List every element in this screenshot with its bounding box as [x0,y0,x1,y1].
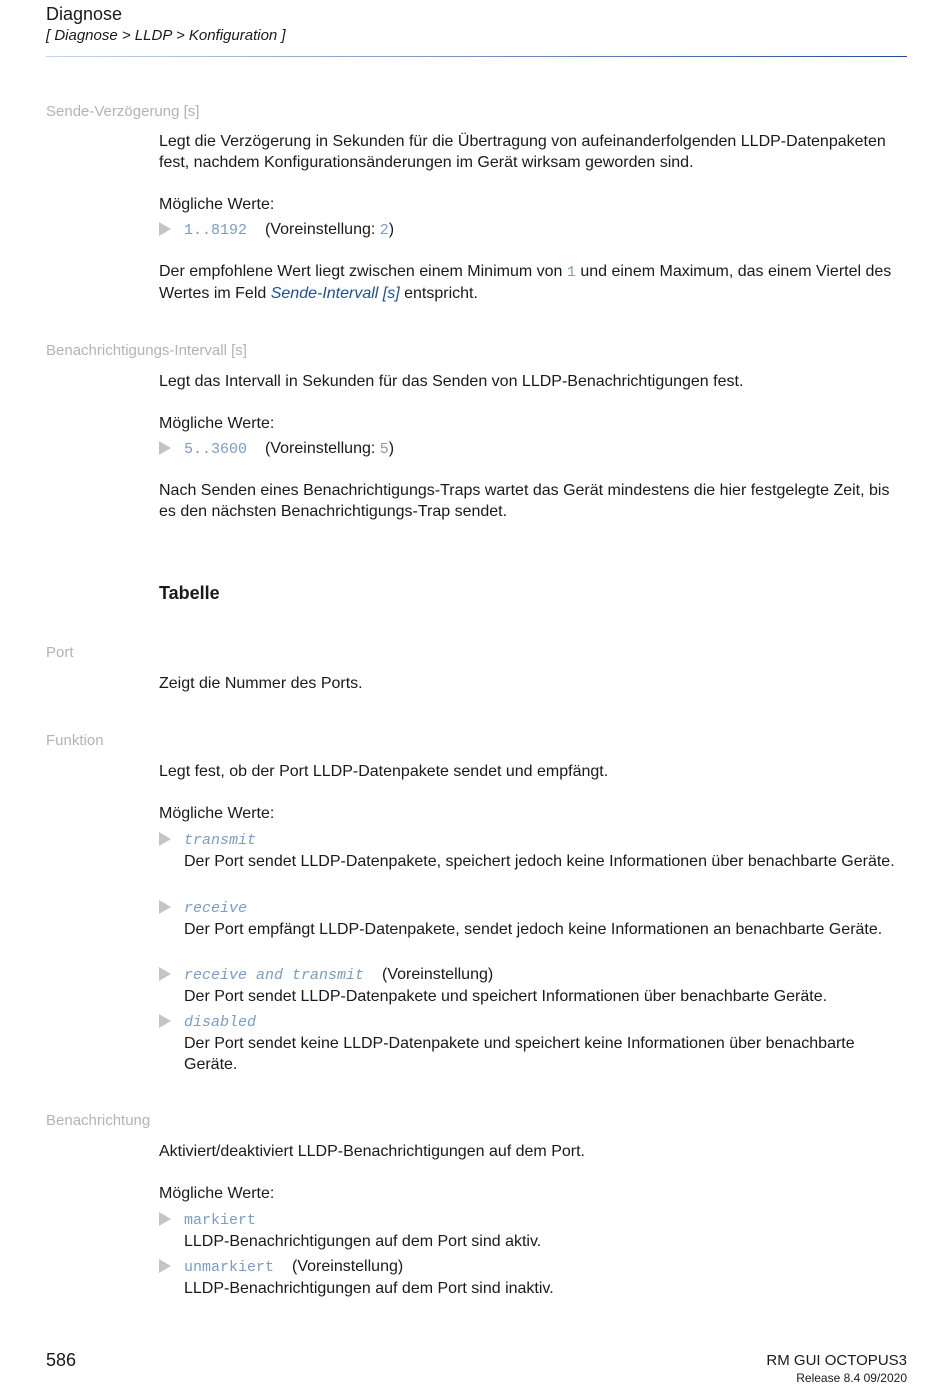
bullet-triangle-icon [159,222,171,236]
values-label: Mögliche Werte: [159,415,275,432]
option-value: disabled [184,1014,257,1031]
param-desc-notification: Aktiviert/deaktiviert LLDP-Benachrichtigungen auf dem Port. [159,1143,585,1160]
values-label: Mögliche Werte: [159,805,275,822]
option-item-markiert [159,1209,909,1252]
option-desc: Der Port sendet keine LLDP-Datenpakete und speichert keine Informationen über benachbarte Geräte. [184,1035,855,1073]
bullet-triangle-icon [159,832,171,846]
option-desc: Der Port empfängt LLDP-Datenpakete, sendet jedoch keine Informationen an benachbarte Geräte. [184,921,883,938]
param-label-port: Port [46,644,74,661]
option-item-unmarkiert [159,1256,909,1299]
param-desc-notif-interval: Legt das Intervall in Sekunden für das Senden von LLDP-Benachrichtigungen fest. [159,373,744,390]
note-min-value: 1 [566,264,576,281]
bullet-triangle-icon [159,1259,171,1273]
param-note-send-delay: Der empfohlene Wert liegt zwischen einem Minimum von 1 und einem Maximum, das einem Viertel des Wertes im Feld Sende-Intervall [s] entspricht. [159,263,892,302]
header-divider [46,56,907,57]
param-note-notif-interval: Nach Senden eines Benachrichtigungs-Traps wartet das Gerät mindestens die hier festgelegte Zeit, bis es den nächsten Benachrichtigungs-Trap sendet. [159,482,890,520]
default-prefix: (Voreinstellung: [265,221,380,238]
section-heading-table: Tabelle [159,583,220,603]
option-value: transmit [184,832,257,849]
document-name: RM GUI OCTOPUS3 [766,1352,907,1369]
default-value: 5 [379,441,389,458]
bullet-triangle-icon [159,1212,171,1226]
breadcrumb: [ Diagnose > LLDP > Konfiguration ] [46,27,286,44]
option-item-transmit [159,829,909,872]
page-title: Diagnose [46,4,123,24]
option-value: unmarkiert [184,1259,275,1276]
option-desc: LLDP-Benachrichtigungen auf dem Port sind aktiv. [184,1233,542,1250]
value-range: 1..8192 [184,222,248,239]
option-item-receive [159,897,909,940]
option-item-disabled [159,1011,909,1075]
param-label-send-delay: Sende-Verzögerung [s] [46,103,200,120]
values-label: Mögliche Werte: [159,1185,275,1202]
bullet-triangle-icon [159,900,171,914]
option-value: receive and transmit [184,967,365,984]
option-value: receive [184,900,248,917]
option-desc: LLDP-Benachrichtigungen auf dem Port sind inaktiv. [184,1280,554,1297]
option-desc: Der Port sendet LLDP-Datenpakete und speichert Informationen über benachbarte Geräte. [184,988,828,1005]
param-label-notif-interval: Benachrichtigungs-Intervall [s] [46,342,247,359]
default-value: 2 [379,222,389,239]
option-desc: Der Port sendet LLDP-Datenpakete, speichert jedoch keine Informationen über benachbarte Geräte. [184,853,895,870]
page-number: 586 [46,1350,77,1370]
param-desc-function: Legt fest, ob der Port LLDP-Datenpakete sendet und empfängt. [159,763,609,780]
bullet-triangle-icon [159,1014,171,1028]
param-label-function: Funktion [46,732,104,749]
param-label-notification: Benachrichtung [46,1112,151,1129]
value-item: 1..8192 (Voreinstellung: 2) [159,219,909,241]
param-desc-send-delay: Legt die Verzögerung in Sekunden für die Übertragung von aufeinanderfolgenden LLDP-Datenpaketen fest, nachdem Konfigurationsänderungen im Gerät wirksam geworden sind. [159,133,886,171]
sende-intervall-link[interactable]: Sende-Intervall [s] [270,285,400,302]
option-default: (Voreinstellung) [382,966,494,983]
option-default: (Voreinstellung) [292,1258,404,1275]
value-range: 5..3600 [184,441,248,458]
bullet-triangle-icon [159,967,171,981]
param-desc-port: Zeigt die Nummer des Ports. [159,675,363,692]
bullet-triangle-icon [159,441,171,455]
option-item-receive-and-transmit [159,964,909,1007]
release-info: Release 8.4 09/2020 [796,1371,907,1385]
value-item: 5..3600 (Voreinstellung: 5) [159,438,909,460]
option-value: markiert [184,1212,257,1229]
values-label: Mögliche Werte: [159,196,275,213]
